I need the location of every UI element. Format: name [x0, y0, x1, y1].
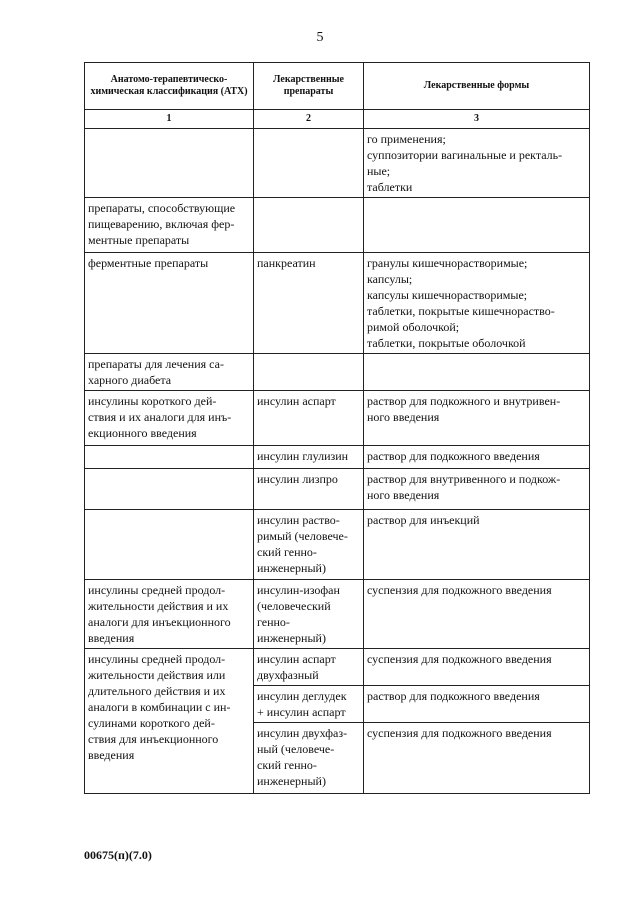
table-row [85, 649, 590, 686]
forms-cell [364, 129, 590, 198]
atc-line: ствия для инъекционного [88, 732, 219, 746]
form-line: го применения; [367, 132, 446, 146]
table-row [85, 446, 590, 469]
form-line: ного введения [367, 488, 440, 502]
form-line: раствор для инъекций [367, 513, 480, 527]
table-row [85, 391, 590, 446]
forms-cell [364, 686, 590, 723]
atc-line: инсулины средней продол- [88, 652, 226, 666]
drug-cell [254, 510, 364, 580]
drug-line: инсулин аспарт [257, 652, 336, 666]
column-number-2: 2 [254, 110, 364, 129]
drug-line: инсулин двухфаз- [257, 726, 348, 740]
atc-line: введения [88, 631, 135, 645]
forms-cell [364, 391, 590, 446]
table-row [85, 580, 590, 649]
form-line: таблетки, покрытые кишечнораство- [367, 304, 555, 318]
drug-line: инсулин раство- [257, 513, 340, 527]
atc-line: длительного действия и их [88, 684, 226, 698]
drug-line: инсулин лизпро [257, 472, 338, 486]
drug-line: панкреатин [257, 256, 316, 270]
forms-cell [364, 723, 590, 794]
atc-cell [85, 391, 254, 446]
forms-cell [364, 580, 590, 649]
column-number-1: 1 [85, 110, 254, 129]
drug-cell [254, 354, 364, 391]
drug-cell [254, 446, 364, 469]
form-line: ные; [367, 164, 391, 178]
forms-cell [364, 469, 590, 510]
form-line: суспензия для подкожного введения [367, 726, 552, 740]
atc-line: харного диабета [88, 373, 172, 387]
atc-line: жительности действия или [88, 668, 226, 682]
table-row [85, 510, 590, 580]
form-line: римой оболочкой; [367, 320, 460, 334]
drug-line: + инсулин аспарт [257, 705, 346, 719]
form-line: суспензия для подкожного введения [367, 583, 552, 597]
atc-line: инсулины средней продол- [88, 583, 226, 597]
document-code: 00675(п)(7.0) [84, 848, 152, 862]
drug-line: инсулин-изофан [257, 583, 340, 597]
atc-line: препараты, способствующие [88, 201, 236, 215]
forms-cell [364, 446, 590, 469]
atc-line: екционного введения [88, 426, 197, 440]
form-line: раствор для внутривенного и подкож- [367, 472, 561, 486]
page-number: 5 [316, 30, 324, 45]
drug-cell [254, 469, 364, 510]
form-line: таблетки [367, 180, 413, 194]
form-line: капсулы кишечнорастворимые; [367, 288, 528, 302]
drug-line: ский генно- [257, 545, 317, 559]
atc-line: жительности действия и их [88, 599, 229, 613]
drug-cell [254, 580, 364, 649]
table-row [85, 198, 590, 253]
atc-line: пищеварению, включая фер- [88, 217, 235, 231]
atc-line: аналоги в комбинации с ин- [88, 700, 231, 714]
atc-line: аналоги для инъекционного [88, 615, 231, 629]
forms-cell [364, 354, 590, 391]
form-line: раствор для подкожного и внутривен- [367, 394, 561, 408]
atc-cell [85, 649, 254, 794]
table-row [85, 253, 590, 354]
atc-cell [85, 580, 254, 649]
drug-cell [254, 686, 364, 723]
atc-cell [85, 253, 254, 354]
atc-line: препараты для лечения са- [88, 357, 224, 371]
form-line: таблетки, покрытые оболочкой [367, 336, 526, 350]
forms-cell [364, 649, 590, 686]
atc-cell [85, 129, 254, 198]
drug-cell [254, 198, 364, 253]
atc-line: ствия и их аналоги для инъ- [88, 410, 232, 424]
drug-line: инженерный) [257, 561, 326, 575]
drug-cell [254, 129, 364, 198]
form-line: раствор для подкожного введения [367, 449, 540, 463]
form-line: ного введения [367, 410, 440, 424]
forms-cell [364, 510, 590, 580]
form-line: суспензия для подкожного введения [367, 652, 552, 666]
form-line: раствор для подкожного введения [367, 689, 540, 703]
atc-cell [85, 354, 254, 391]
drug-line: (человеческий [257, 599, 331, 613]
atc-cell [85, 510, 254, 580]
form-line: капсулы; [367, 272, 413, 286]
atc-drug-table [84, 62, 590, 794]
drug-line: двухфазный [257, 668, 319, 682]
drug-line: ский генно- [257, 758, 317, 772]
drug-line: инженерный) [257, 774, 326, 788]
atc-line: введения [88, 748, 135, 762]
drug-cell [254, 723, 364, 794]
atc-line: инсулины короткого дей- [88, 394, 217, 408]
header-drugs: Лекарственные препараты [254, 63, 364, 110]
table-row [85, 129, 590, 198]
header-atc: Анатомо-терапевтическо-химическая классификация (АТХ) [85, 63, 254, 110]
drug-cell [254, 649, 364, 686]
drug-line: римый (человече- [257, 529, 348, 543]
drug-cell [254, 253, 364, 354]
drug-line: инсулин глулизин [257, 449, 349, 463]
drug-cell [254, 391, 364, 446]
atc-line: сулинами короткого дей- [88, 716, 215, 730]
header-forms: Лекарственные формы [364, 63, 590, 110]
atc-cell [85, 198, 254, 253]
form-line: гранулы кишечнорастворимые; [367, 256, 528, 270]
drug-line: инсулин деглудек [257, 689, 347, 703]
atc-line: ментные препараты [88, 233, 190, 247]
atc-cell [85, 446, 254, 469]
drug-line: генно- [257, 615, 290, 629]
drug-line: инсулин аспарт [257, 394, 336, 408]
drug-line: ный (человече- [257, 742, 335, 756]
table-row [85, 354, 590, 391]
atc-line: ферментные препараты [88, 256, 209, 270]
column-number-3: 3 [364, 110, 590, 129]
forms-cell [364, 198, 590, 253]
form-line: суппозитории вагинальные и ректаль- [367, 148, 563, 162]
table-row [85, 469, 590, 510]
drug-line: инженерный) [257, 631, 326, 645]
forms-cell [364, 253, 590, 354]
atc-cell [85, 469, 254, 510]
